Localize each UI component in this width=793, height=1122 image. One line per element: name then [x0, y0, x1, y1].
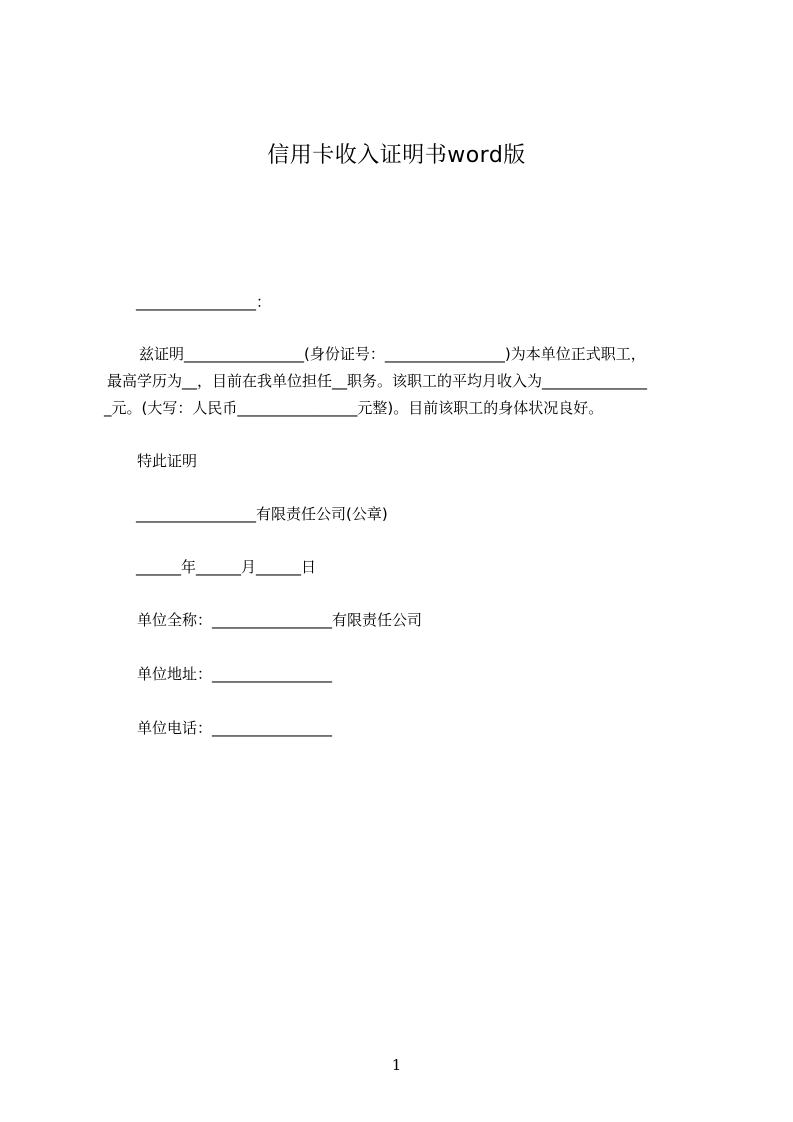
unit-address-line: 单位地址：________________	[137, 665, 333, 683]
unit-phone-line: 单位电话：________________	[137, 719, 333, 737]
body-line-1: 兹证明________________(身份证号：________________)为本单位正式职工，	[139, 345, 646, 363]
page-number: 1	[391, 1056, 402, 1074]
body-line-2: 最高学历为__，目前在我单位担任__职务。该职工的平均月收入为______________	[107, 372, 648, 390]
date-line: ______年______月______日	[136, 558, 317, 576]
body-line-3: _元。(大写：人民币________________元整)。目前该职工的身体状况良好。	[104, 399, 604, 417]
closing-text: 特此证明	[137, 452, 198, 470]
company-seal-line: ________________有限责任公司(公章)	[136, 505, 388, 523]
document-title: 信用卡收入证明书word版	[267, 143, 526, 168]
salutation-line: ________________：	[136, 293, 272, 311]
unit-name-line: 单位全称：________________有限责任公司	[137, 611, 423, 629]
